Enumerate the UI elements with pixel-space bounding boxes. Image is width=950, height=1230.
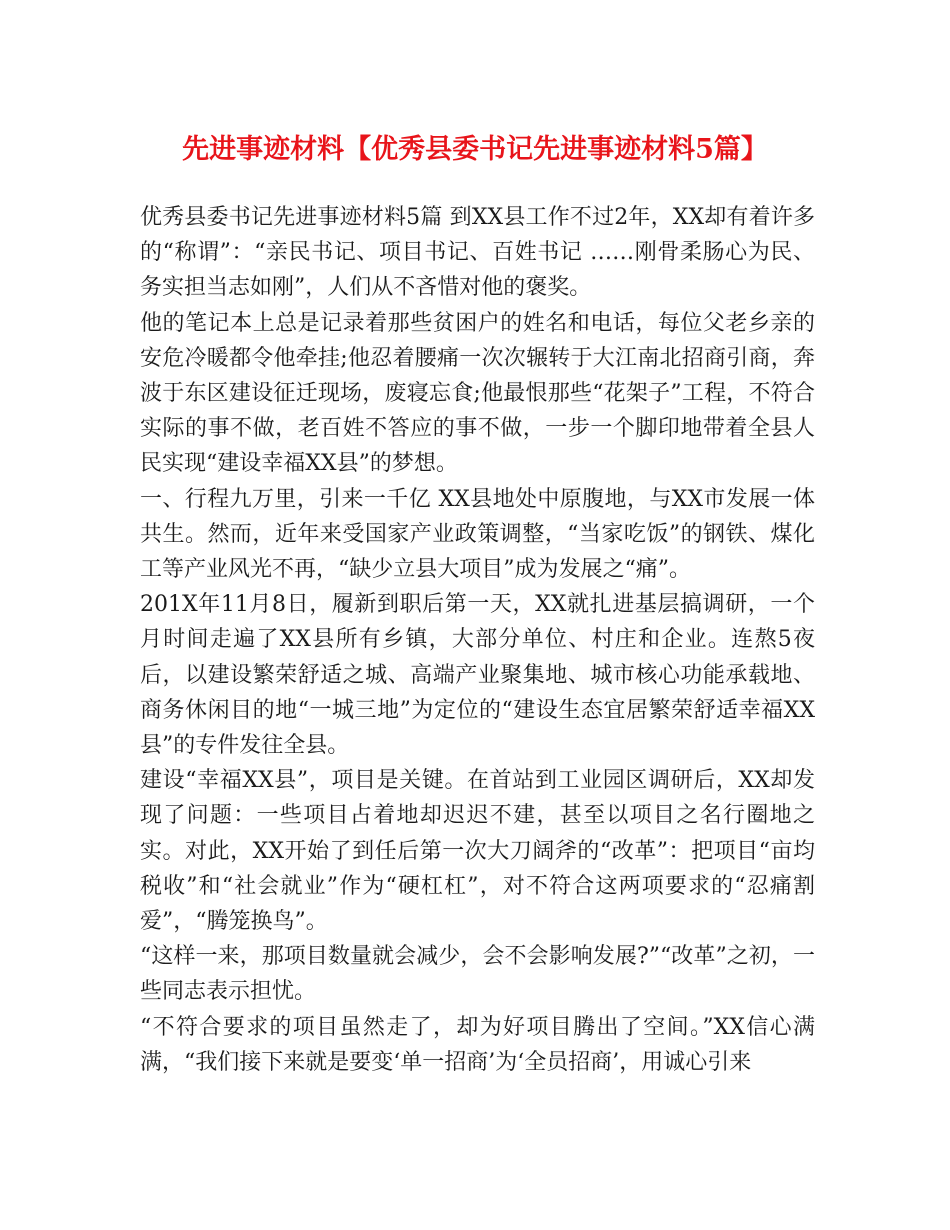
paragraph-1: 优秀县委书记先进事迹材料5篇 到XX县工作不过2年，XX却有着许多的“称谓”：“亲民书记、项目书记、百姓书记 ……刚骨柔肠心为民、务实担当志如刚”，人们从不吝惜对他的褒奖。 (140, 205, 815, 301)
paragraph-2: 他的笔记本上总是记录着那些贫困户的姓名和电话，每位父老乡亲的安危冷暖都令他牵挂;他忍着腰痛一次次辗转于大江南北招商引商，奔波于东区建设征迁现场，废寝忘食;他最恨那些“花架子”工程，不符合实际的事不做，老百姓不答应的事不做，一步一个脚印地带着全县人民实现“建设幸福XX县”的梦想。 (140, 310, 815, 477)
paragraph-5: 建设“幸福XX县”，项目是关键。在首站到工业园区调研后，XX却发现了问题：一些项目占着地却迟迟不建，甚至以项目之名行圈地之实。对此，XX开始了到任后第一次大刀阔斧的“改革”：把项目“亩均税收”和“社会就业”作为“硬杠杠”，对不符合这两项要求的“忍痛割爱”，“腾笼换鸟”。 (140, 768, 815, 935)
paragraph-6: “这样一来，那项目数量就会减少，会不会影响发展?”“改革”之初，一些同志表示担忧。 (140, 944, 815, 1005)
document-body (140, 200, 815, 1080)
paragraph-7: “不符合要求的项目虽然走了，却为好项目腾出了空间。”XX信心满满，“我们接下来就是要变‘单一招商’为‘全员招商’，用诚心引来 (140, 1014, 815, 1075)
document-title: 先进事迹材料【优秀县委书记先进事迹材料5篇】 (182, 134, 768, 165)
paragraph-3: 一、行程九万里，引来一千亿 XX县地处中原腹地，与XX市发展一体共生。然而，近年来受国家产业政策调整，“当家吃饭”的钢铁、煤化工等产业风光不再，“缺少立县大项目”成为发展之“痛”。 (140, 486, 815, 583)
paragraph-4: 201X年11月8日，履新到职后第一天，XX就扎进基层搞调研，一个月时间走遍了XX县所有乡镇，大部分单位、村庄和企业。连熬5夜后，以建设繁荣舒适之城、高端产业聚集地、城市核心功能承载地、商务休闲目的地“一城三地”为定位的“建设生态宜居繁荣舒适幸福XX县”的专件发往全县。 (140, 592, 815, 759)
